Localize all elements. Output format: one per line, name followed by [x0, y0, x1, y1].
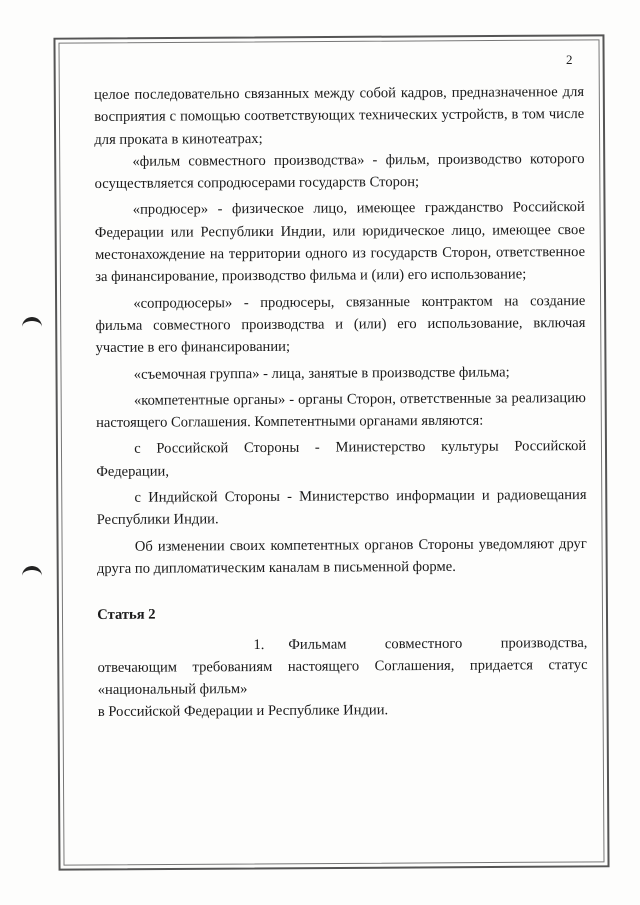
article-item [97, 632, 587, 702]
paragraph-definition: «продюсер» - физическое лицо, имеющее гражданство Российской Федерации или Республики Индии, или юридическое лицо, имеющее свое местонахождение на территории одного из государств Сторон, ответственное за финансирование, производство фильма и (или) его использование; [94, 199, 586, 286]
article-heading: Статья 2 [97, 606, 156, 624]
paragraph-definition: «компетентные органы» - органы Сторон, ответственные за реализацию настоящего Соглашения. Компетентными органами являются: [96, 389, 586, 432]
item-text: Фильмам совместного производства, отвечающим требованиям настоящего Соглашения, придается статус «национальный фильм» [97, 634, 588, 699]
page-number: 2 [566, 52, 573, 67]
paragraph-continuation: целое последовательно связанных между собой кадров, предназначенное для восприятия с помощью соответствующих технических устройств, в том числе для проката в кинотеатрах; [94, 84, 585, 148]
article-item-continuation: в Российской Федерации и Республике Индии. [97, 702, 389, 721]
document-body [94, 81, 588, 724]
paragraph-notice: Об изменении своих компетентных органов Стороны уведомляют друг друга по дипломатическим каналам в письменной форме. [96, 535, 587, 577]
paragraph-definition: «сопродюсеры» - продюсеры, связанные контрактом на создание фильма совместного производства и (или) его использование, включая участие в его финансировании; [95, 292, 586, 357]
punch-hole-mark [22, 317, 42, 327]
paragraph-definition: «фильм совместного производства» - фильм, производство которого осуществляется сопродюсерами государств Сторон; [94, 150, 585, 193]
item-number: 1. [253, 636, 265, 653]
paragraph-definition: «съемочная группа» - лица, занятые в производстве фильма; [133, 364, 510, 383]
paragraph-authority: с Российской Стороны - Министерство культуры Российской Федерации, [96, 438, 587, 480]
punch-hole-mark [22, 566, 42, 576]
paragraph-authority: с Индийской Стороны - Министерство информации и радиовещания Республики Индии. [96, 487, 587, 529]
